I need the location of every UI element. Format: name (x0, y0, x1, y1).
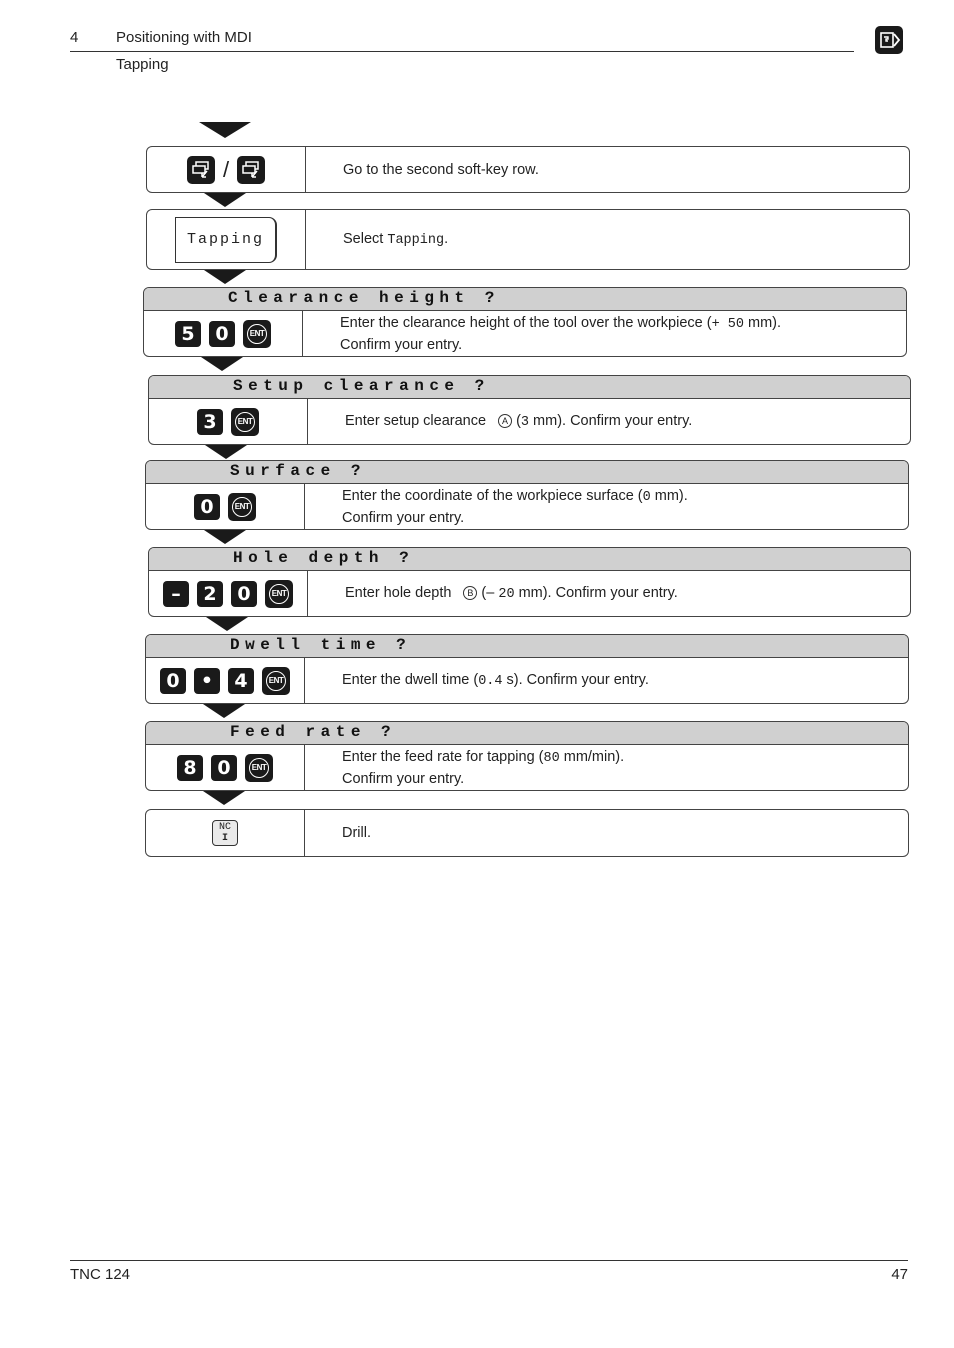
separator-slash: / (222, 156, 230, 182)
dialog-prompt-bar (149, 376, 910, 399)
dialog-prompt: Feed rate ? (230, 723, 397, 741)
softkey-row-icon[interactable] (187, 156, 215, 184)
description-line: Go to the second soft-key row. (343, 161, 539, 178)
dialog-hole-depth (148, 547, 911, 617)
step-keys (149, 399, 308, 444)
key-0[interactable]: 0 (231, 581, 257, 607)
flow-arrow (203, 704, 245, 718)
dialog-prompt-bar (146, 461, 908, 484)
product-name: TNC 124 (70, 1266, 131, 1283)
key-0[interactable]: 0 (209, 321, 235, 347)
description-line: Enter setup clearance A (3 mm). Confirm your entry. (345, 412, 693, 430)
step-description (345, 571, 898, 616)
dialog-prompt: Setup clearance ? (233, 377, 490, 395)
step-keys (146, 745, 305, 790)
nc-start-key[interactable]: NC I (212, 820, 238, 846)
chapter-title: Positioning with MDI (116, 29, 252, 46)
flow-arrow (205, 445, 247, 459)
ent-key[interactable]: ENT (245, 754, 273, 782)
flow-arrow (204, 193, 246, 207)
flow-arrow (203, 791, 245, 805)
tapping-softkey[interactable]: Tapping (175, 217, 277, 263)
description-line: Enter hole depth B (– 20 mm). Confirm your entry. (345, 584, 678, 602)
key-4[interactable]: 4 (228, 668, 254, 694)
dialog-prompt: Dwell time ? (230, 636, 412, 654)
key-3[interactable]: 3 (197, 409, 223, 435)
ent-key[interactable]: ENT (228, 493, 256, 521)
dialog-prompt-bar (146, 635, 908, 658)
flow-arrow (204, 530, 246, 544)
dialog-dwell-time (145, 634, 909, 704)
dialog-prompt-bar (149, 548, 910, 571)
ent-key[interactable]: ENT (243, 320, 271, 348)
description-line: Confirm your entry. (340, 336, 463, 353)
step-keys (146, 484, 305, 529)
chapter-number: 4 (70, 29, 79, 46)
dialog-prompt: Hole depth ? (233, 549, 415, 567)
dialog-prompt-bar (146, 722, 908, 745)
dialog-prompt: Clearance height ? (228, 289, 500, 307)
page-number: 47 (891, 1266, 908, 1283)
callout-a-icon: A (498, 414, 512, 428)
key-0[interactable]: 0 (160, 668, 186, 694)
flow-arrow (201, 357, 243, 371)
step-description (342, 745, 896, 790)
dialog-surface (145, 460, 909, 530)
key-5[interactable]: 5 (175, 321, 201, 347)
dialog-setup-clearance (148, 375, 911, 445)
mdi-mode-icon (875, 26, 903, 54)
step-keys (149, 571, 308, 616)
dialog-clearance-height (143, 287, 907, 357)
step-description (340, 311, 894, 356)
ent-key[interactable]: ENT (265, 580, 293, 608)
key-0[interactable]: 0 (211, 755, 237, 781)
step-keys (144, 311, 303, 356)
dialog-prompt-bar (144, 288, 906, 311)
key-minus[interactable]: – (163, 581, 189, 607)
step-description (345, 399, 898, 444)
step-drill (145, 809, 909, 857)
dialog-prompt: Surface ? (230, 462, 366, 480)
description-line: Enter the coordinate of the workpiece surface (0 mm). (342, 487, 688, 505)
dialog-feed-rate (145, 721, 909, 791)
step-description (342, 484, 896, 529)
header-rule (70, 51, 854, 52)
description-line: Select Tapping. (343, 230, 449, 248)
flow-arrow (206, 617, 248, 631)
step-keys (146, 810, 305, 856)
description-line: Enter the dwell time (0.4 s). Confirm your entry. (342, 671, 649, 689)
ent-key[interactable]: ENT (262, 667, 290, 695)
footer-rule (70, 1260, 908, 1261)
callout-b-icon: B (463, 586, 477, 600)
description-line: Confirm your entry. (342, 770, 465, 787)
description-line: Enter the clearance height of the tool over the workpiece (+ 50 mm). (340, 314, 782, 332)
step-description (342, 658, 896, 703)
step-keys (147, 147, 306, 192)
description-line: Drill. (342, 825, 371, 841)
description-line: Confirm your entry. (342, 509, 465, 526)
step-softkey-row (146, 146, 910, 193)
key-0[interactable]: 0 (194, 494, 220, 520)
flow-arrow (204, 270, 246, 284)
key-decimal-point[interactable]: • (194, 668, 220, 694)
step-description (342, 810, 896, 856)
flow-arrow (199, 122, 251, 138)
description-line: Enter the feed rate for tapping (80 mm/min). (342, 748, 625, 766)
step-keys (147, 210, 306, 269)
ent-key[interactable]: ENT (231, 408, 259, 436)
softkey-row-icon[interactable] (237, 156, 265, 184)
key-8[interactable]: 8 (177, 755, 203, 781)
step-description (343, 210, 897, 269)
step-select-tapping (146, 209, 910, 270)
step-keys (146, 658, 305, 703)
key-2[interactable]: 2 (197, 581, 223, 607)
step-description (343, 147, 897, 192)
section-title: Tapping (116, 56, 169, 73)
